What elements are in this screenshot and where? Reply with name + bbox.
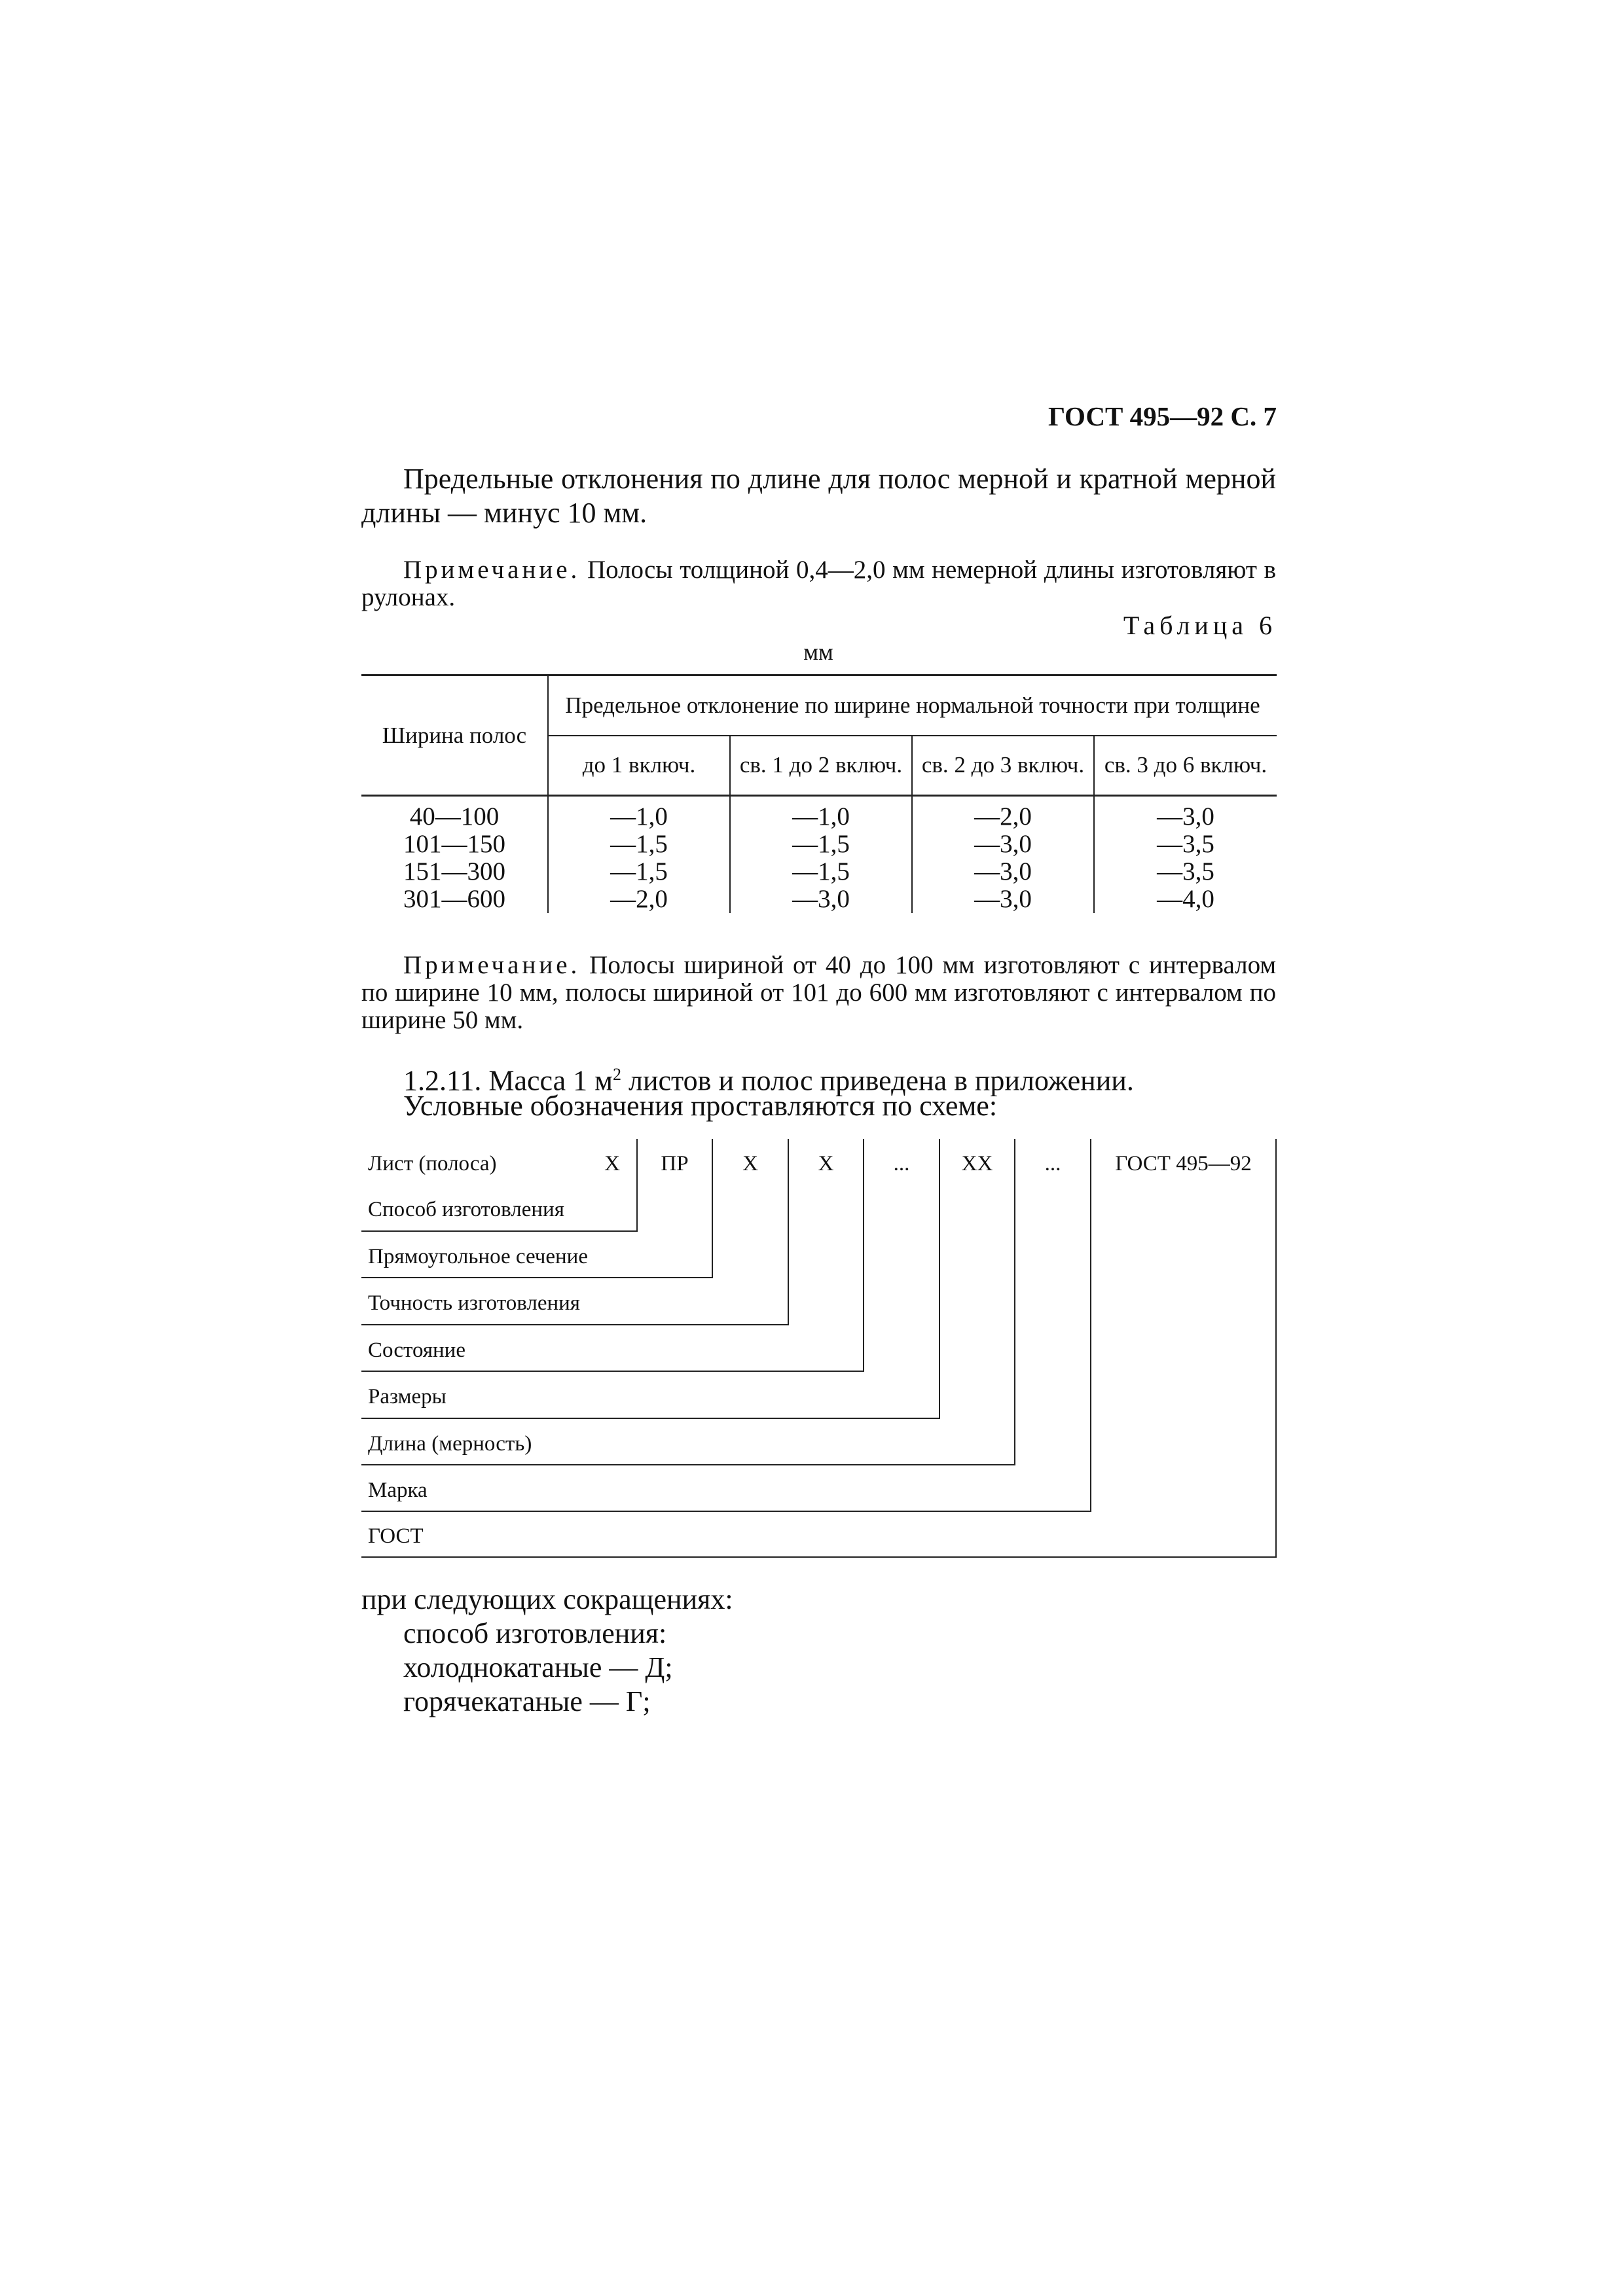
table-cell: —3,0 [1157,802,1214,831]
table-cell: —4,0 [1157,885,1214,913]
tail-line: при следующих сокращениях: [361,1583,733,1615]
table-cell: 151—300 [361,858,548,886]
table-cell: 101—150 [361,831,548,858]
scheme-code: X [604,1152,620,1175]
scheme-line [361,1464,1015,1465]
table-cell: —3,0 [912,886,1094,913]
column-group-header: Предельное отклонение по ширине нормальной точности при толщине [548,675,1277,736]
scheme-line [361,1511,1091,1512]
table-cell: —3,0 [730,886,912,913]
note-label: Примечание. [403,556,581,584]
scheme-code: ГОСТ 495—92 [1115,1152,1252,1175]
table-unit: мм [803,639,833,665]
table-row [361,796,1277,831]
tail-line: холоднокатаные — Д; [403,1651,673,1683]
table-cell: —3,0 [912,831,1094,858]
scheme-line [361,1324,789,1325]
page-header: ГОСТ 495—92 С. 7 [1048,401,1277,431]
table-cell: —3,5 [1157,830,1214,858]
table-cell: 40—100 [361,796,548,831]
scheme-label: Прямоугольное сечение [368,1245,588,1268]
column-header-width: Ширина полос [361,675,548,796]
subheader-thickness: св. 1 до 2 включ. [730,736,912,796]
table-cell: —3,5 [1157,857,1214,886]
scheme-code: XX [961,1152,993,1175]
table-row [361,858,1277,886]
scheme-code: ... [1044,1152,1061,1175]
table-cell: —1,0 [548,796,730,831]
table-cell: —3,0 [912,858,1094,886]
note-rolls [361,556,1276,611]
table-cell: —2,0 [548,886,730,913]
designation-scheme [361,1139,1277,1558]
table-caption: Таблица 6 [1123,611,1277,640]
scheme-label: Способ изготовления [368,1198,564,1221]
superscript: 2 [613,1065,621,1084]
note-text: Полосы толщиной 0,4—2,0 мм немерной длины изготовляют в рулонах. [361,556,1276,611]
paragraph-text: листов и полос приведена в приложении. [621,1064,1134,1097]
scheme-line [361,1277,713,1278]
scheme-line [1014,1139,1015,1465]
table-row [361,831,1277,858]
width-tolerance-table [361,674,1277,913]
subheader-thickness: св. 3 до 6 включ. [1094,736,1277,796]
scheme-label: Размеры [368,1385,447,1408]
tail-line: горячекатаные — Г; [403,1685,651,1717]
table-row [361,886,1277,913]
paragraph-scheme-intro: Условные обозначения проставляются по схеме: [403,1090,998,1122]
scheme-label: Точность изготовления [368,1291,580,1315]
note-label: Примечание. [403,951,581,979]
table-cell: —1,0 [730,796,912,831]
scheme-line [939,1139,940,1419]
subheader-thickness: до 1 включ. [548,736,730,796]
paragraph-text: 1.2.11. Масса 1 м [403,1064,613,1097]
tail-line: способ изготовления: [403,1617,667,1649]
table-cell: 301—600 [361,886,548,913]
note-width-interval [361,952,1276,1034]
scheme-label: Длина (мерность) [368,1432,532,1456]
table-cell: —1,5 [730,858,912,886]
scheme-head: Лист (полоса) [368,1152,497,1175]
scheme-label: ГОСТ [368,1524,424,1548]
scheme-line [1090,1139,1091,1512]
scheme-code: ... [893,1152,910,1175]
paragraph-length-tolerance: Предельные отклонения по длине для полос мерной и кратной мерной длины — минус 10 мм. [361,463,1276,529]
scheme-line [361,1371,864,1372]
scheme-line [361,1230,638,1232]
scheme-code: X [818,1152,834,1175]
scheme-line [361,1556,1277,1558]
scheme-code: ПР [661,1152,689,1175]
table-cell: —1,5 [548,831,730,858]
table-cell: —1,5 [730,831,912,858]
scheme-line [361,1418,940,1419]
scheme-label: Состояние [368,1338,465,1362]
subheader-thickness: св. 2 до 3 включ. [912,736,1094,796]
scheme-code: X [742,1152,758,1175]
note-text: Полосы шириной от 40 до 100 мм изготовляют с интервалом по ширине 10 мм, полосы шириной от 101 до 600 мм изготовляют с интервалом по ширине 50 мм. [361,951,1276,1034]
table-cell: —2,0 [912,796,1094,831]
table-cell: —1,5 [548,858,730,886]
scheme-label: Марка [368,1479,428,1502]
scheme-line [1275,1139,1277,1558]
